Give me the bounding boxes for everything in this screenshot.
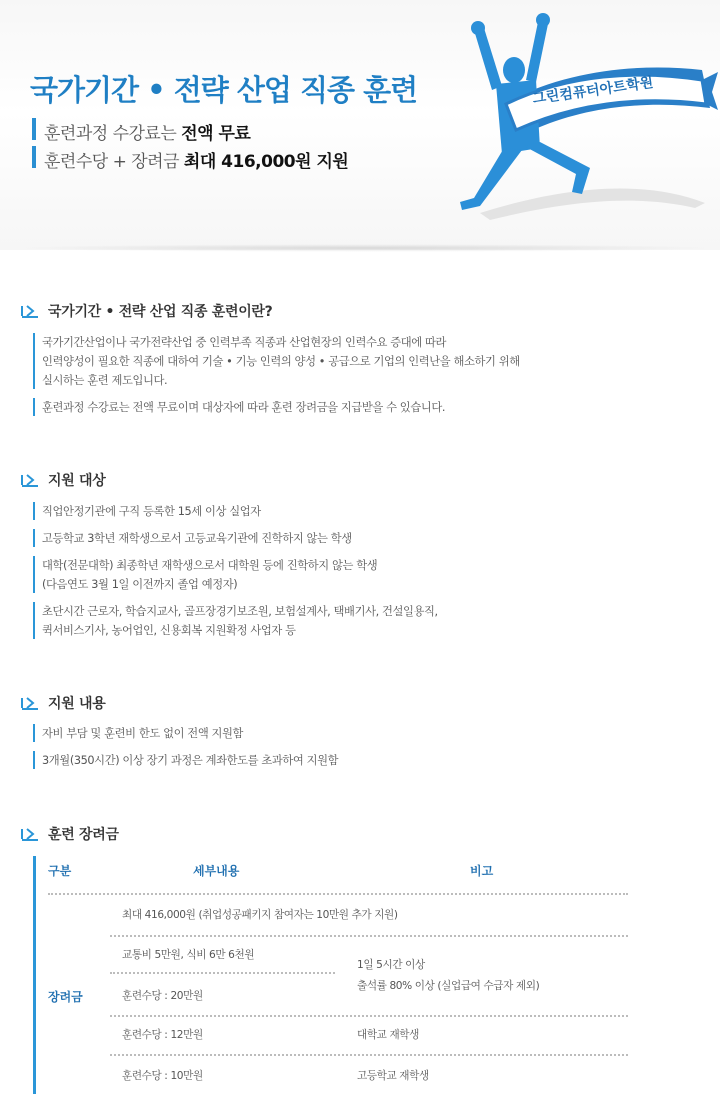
table-cell-note: 출석률 80% 이상 (실업급여 수급자 제외): [357, 980, 540, 992]
target-line: 퀵서비스기사, 농어업인, 신용회복 지원확정 사업자 등: [42, 624, 296, 637]
chevron-bracket-icon: [20, 695, 40, 711]
section-bar: [33, 751, 35, 769]
runner-figure-icon: [440, 8, 720, 238]
section-bar: [33, 398, 35, 416]
table-cell-note: 1일 5시간 이상: [357, 959, 425, 971]
section-bar: [33, 529, 35, 547]
banner-accent-line: [32, 146, 36, 168]
banner-title: 국가기간 • 전략 산업 직종 훈련: [30, 73, 418, 107]
section-target-title: 지원 대상: [48, 473, 106, 489]
table-cell-detail: 최대 416,000원 (취업성공패키지 참여자는 10만원 추가 지원): [122, 909, 398, 921]
section-bar: [33, 724, 35, 742]
target-line: 고등학교 3학년 재학생으로서 고등교육기관에 진학하지 않는 학생: [42, 532, 352, 545]
table-cell-detail: 훈련수당 : 10만원: [122, 1070, 203, 1082]
hero-banner: [0, 0, 720, 250]
row-divider: [110, 1054, 628, 1056]
section-content-title: 지원 내용: [48, 696, 106, 712]
banner-line-2: [44, 147, 348, 172]
banner-line-1: [44, 119, 250, 144]
content-line: 자비 부담 및 훈련비 한도 없이 전액 지원함: [42, 727, 244, 740]
target-line: 대학(전문대학) 최종학년 재학생으로서 대학원 등에 진학하지 않는 학생: [42, 559, 378, 572]
section-target-header: [20, 469, 105, 491]
section-allowance-title: 훈련 장려금: [48, 827, 119, 843]
section-content-header: [20, 692, 105, 714]
section-intro-header: [20, 300, 272, 322]
ribbon-academy-name: 그린컴퓨터아트학원: [531, 74, 655, 108]
banner-accent-line: [32, 118, 36, 140]
section-bar: [33, 556, 35, 593]
intro-line: 훈련과정 수강료는 전액 무료이며 대상자에 따라 훈련 장려금을 지급받을 수 있습니다.: [42, 401, 446, 414]
banner-line-2-prefix: 훈련수당 + 장려금: [44, 152, 184, 172]
row-divider: [110, 972, 335, 974]
table-header-note: 비고: [470, 864, 494, 878]
section-allowance-header: [20, 823, 119, 845]
intro-line: 인력양성이 필요한 직종에 대하여 기술 • 기능 인력의 양성 • 공급으로 기업의 인력난을 해소하기 위해: [42, 355, 520, 368]
row-divider: [48, 893, 628, 895]
table-cell-note: 대학교 재학생: [357, 1029, 419, 1041]
banner-line-1-prefix: 훈련과정 수강료는: [44, 124, 182, 144]
row-divider: [110, 935, 628, 937]
chevron-bracket-icon: [20, 303, 40, 319]
intro-line: 실시하는 훈련 제도입니다.: [42, 374, 168, 387]
section-bar: [33, 602, 35, 639]
chevron-bracket-icon: [20, 826, 40, 842]
table-accent-bar: [33, 856, 36, 1094]
row-label-allowance: 장려금: [48, 990, 83, 1004]
section-bar: [33, 502, 35, 520]
section-intro-title: 국가기간 • 전략 산업 직종 훈련이란?: [48, 304, 273, 320]
table-header-category: 구분: [48, 864, 72, 878]
banner-line-2-bold: 최대 416,000원 지원: [183, 152, 349, 172]
intro-line: 국가기간산업이나 국가전략산업 중 인력부족 직종과 산업현장의 인력수요 증대에 따라: [42, 336, 446, 349]
table-cell-detail: 훈련수당 : 12만원: [122, 1029, 203, 1041]
content-line: 3개월(350시간) 이상 장기 과정은 계좌한도를 초과하여 지원함: [42, 754, 339, 767]
section-bar: [33, 333, 35, 389]
banner-line-1-bold: 전액 무료: [181, 124, 251, 144]
banner-divider: [10, 244, 720, 252]
target-line: 직업안정기관에 구직 등록한 15세 이상 실업자: [42, 505, 261, 518]
chevron-bracket-icon: [20, 472, 40, 488]
table-header-detail: 세부내용: [193, 864, 240, 878]
row-divider: [110, 1015, 628, 1017]
table-cell-detail: 훈련수당 : 20만원: [122, 990, 203, 1002]
target-line: (다음연도 3월 1일 이전까지 졸업 예정자): [42, 578, 238, 591]
target-line: 초단시간 근로자, 학습지교사, 골프장경기보조원, 보험설계사, 택배기사, 건설일용직,: [42, 605, 438, 618]
table-cell-note: 고등학교 재학생: [357, 1070, 429, 1082]
table-cell-detail: 교통비 5만원, 식비 6만 6천원: [122, 949, 255, 961]
